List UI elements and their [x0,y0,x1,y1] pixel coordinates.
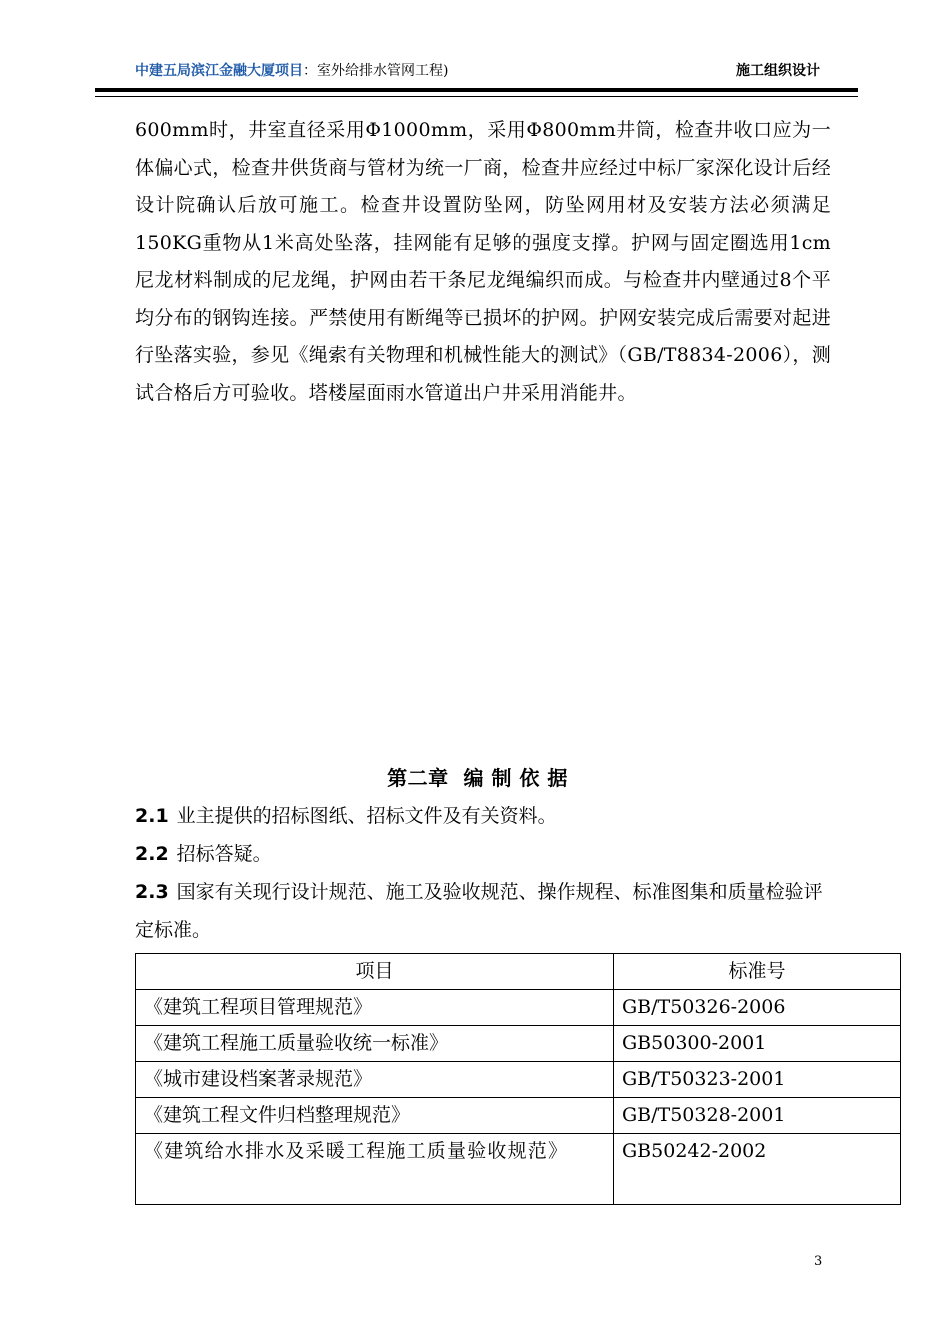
page-header [135,60,820,82]
table-header-code: 标准号 [614,954,901,990]
header-project [135,60,448,80]
table-cell-name: 《建筑工程文件归档整理规范》 [136,1098,614,1134]
item-text: 国家有关现行设计规范、施工及验收规范、操作规程、标准图集和质量检验评定标准。 [135,881,823,941]
standards-table [135,953,901,1205]
item-text: 业主提供的招标图纸、招标文件及有关资料。 [176,805,557,827]
table-header-item: 项目 [136,954,614,990]
item-text: 招标答疑。 [176,843,272,865]
table-row [136,1098,901,1134]
table-row [136,1026,901,1062]
table-cell-code: GB/T50323-2001 [614,1062,901,1098]
item-number: 2.2 [135,843,169,865]
table-header-row [136,954,901,990]
table-cell-name: 《建筑工程项目管理规范》 [136,990,614,1026]
table-cell-code: GB/T50328-2001 [614,1098,901,1134]
header-subproject: 室外给排水管网工程) [317,63,449,79]
list-item [135,798,831,836]
table-row [136,990,901,1026]
list-item [135,874,831,949]
header-project-name: 中建五局滨江金融大厦项目 [135,63,303,79]
header-rule-thin [95,96,858,97]
table-row [136,1062,901,1098]
page-number: 3 [814,1254,823,1269]
item-number: 2.3 [135,881,169,903]
body-paragraph: 600mm时，井室直径采用Φ1000mm，采用Φ800mm井筒，检查井收口应为一体偏心式，检查井供货商与管材为统一厂商，检查井应经过中标厂家深化设计后经设计院确认后放可施工。检查井设置防坠网，防坠网用材及安装方法必须满足150KG重物从1米高处坠落，挂网能有足够的强度支撑。护网与固定圈选用1cm尼龙材料制成的尼龙绳，护网由若干条尼龙绳编织而成。与检查井内壁通过8个平均分布的钢钩连接。严禁使用有断绳等已损坏的护网。护网安装完成后需要对起进行坠落实验，参见《绳索有关物理和机械性能大的测试》（GB/T8834-2006），测试合格后方可验收。塔楼屋面雨水管道出户井采用消能井。 [135,119,831,404]
table-cell-name: 《建筑给水排水及采暖工程施工质量验收规范》 [136,1134,614,1205]
table-cell-code: GB/T50326-2006 [614,990,901,1026]
chapter-title: 第二章 编 制 依 据 [387,766,568,790]
table-cell-code: GB50242-2002 [614,1134,901,1205]
table-cell-name: 《建筑工程施工质量验收统一标准》 [136,1026,614,1062]
header-rule-thick [95,88,858,92]
table-cell-name: 《城市建设档案著录规范》 [136,1062,614,1098]
header-colon: ： [303,63,317,79]
table-row [136,1134,901,1205]
header-doc-type: 施工组织设计 [736,63,820,79]
table-cell-code: GB50300-2001 [614,1026,901,1062]
item-number: 2.1 [135,805,169,827]
list-item [135,836,831,874]
